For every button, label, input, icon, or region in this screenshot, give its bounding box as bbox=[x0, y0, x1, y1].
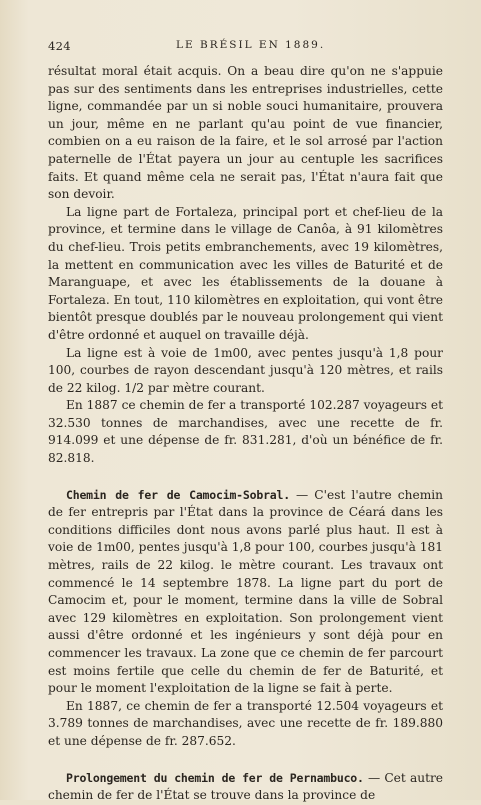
section-gap bbox=[48, 468, 443, 487]
running-title: LE BRÉSIL EN 1889. bbox=[176, 39, 326, 51]
paragraph-2: La ligne part de Fortaleza, principal port et chef-lieu de la province, et termine dans le village de Canôa, à 91 kilomètres du chef-lieu. Trois petits embranchements, avec 19 kilomètres, la mettent en communication avec les villes de Baturité et de Maranguape, et avec les établissements de la douane à Fortaleza. En tout, 110 kilomètres en exploitation, qui vont être bientôt presque doublés par le nouveau prolongement qui vient d'être ordonné et auquel on travaille déjà. bbox=[48, 204, 443, 342]
paragraph-7 bbox=[48, 770, 443, 805]
paragraph-3: La ligne est à voie de 1m00, avec pentes jusqu'à 1,8 pour 100, courbes de rayon descendant jusqu'à 120 mètres, et rails de 22 kilog. 1/2 par mètre courant. bbox=[48, 345, 443, 395]
section-gap bbox=[48, 751, 443, 770]
paragraph-5-text: — C'est l'autre chemin de fer entrepris par l'État dans la province de Céará dans les conditions difficiles dont nous avons parlé plus haut. Il est à voie de 1m00, pentes jusqu'à 1,8 pour 100, courbes jusqu'à 181 mètres, rails de 22 kilog. le mètre courant. Les travaux ont commencé le 14 septembre 1878. La ligne part du port de Camocim et, pour le moment, termine dans la ville de Sobral avec 129 kilomètres en exploitation. Son prolongement vient aussi d'être ordonné et les ingénieurs y sont déjà pour en commencer les travaux. La zone que ce chemin de fer parcourt est moins fertile que celle du chemin de fer de Baturité, et pour le moment l'exploitation de la ligne se fait à perte. bbox=[48, 487, 444, 696]
paragraph-1: résultat moral était acquis. On a beau dire qu'on ne s'appuie pas sur des sentiments dans les entreprises industrielles, cette ligne, commandée par un si noble souci humanitaire, prouvera un jour, même en ne parlant qu'au point de vue financier, combien on a eu raison de la faire, et le sol arrosé par l'action paternelle de l'État payera un jour au centuple les sacrifices faits. Et quand même cela ne serait pas, l'État n'aura fait que son devoir. bbox=[48, 64, 443, 202]
paragraph-5 bbox=[48, 487, 443, 698]
paragraph-7-text: — Cet autre chemin de fer de l'État se trouve dans la province de bbox=[48, 770, 443, 803]
page-number: 424 bbox=[48, 39, 71, 53]
section-title-camocim-sobral: Chemin de fer de Camocim-Sobral. bbox=[66, 487, 290, 502]
paragraph-4: En 1887 ce chemin de fer a transporté 102.287 voyageurs et 32.530 tonnes de marchandises, avec une recette de fr. 914.099 et une dépense de fr. 831.281, d'où un bénéfice de fr. 82.818. bbox=[48, 398, 443, 466]
paragraph-6: En 1887, ce chemin de fer a transporté 12.504 voyageurs et 3.789 tonnes de marchandises, avec une recette de fr. 189.880 et une dépense de fr. 287.652. bbox=[48, 698, 443, 748]
section-title-pernambuco: Prolongement du chemin de fer de Pernambuco. bbox=[66, 770, 364, 785]
page-body bbox=[48, 63, 443, 805]
page-header bbox=[48, 39, 443, 57]
